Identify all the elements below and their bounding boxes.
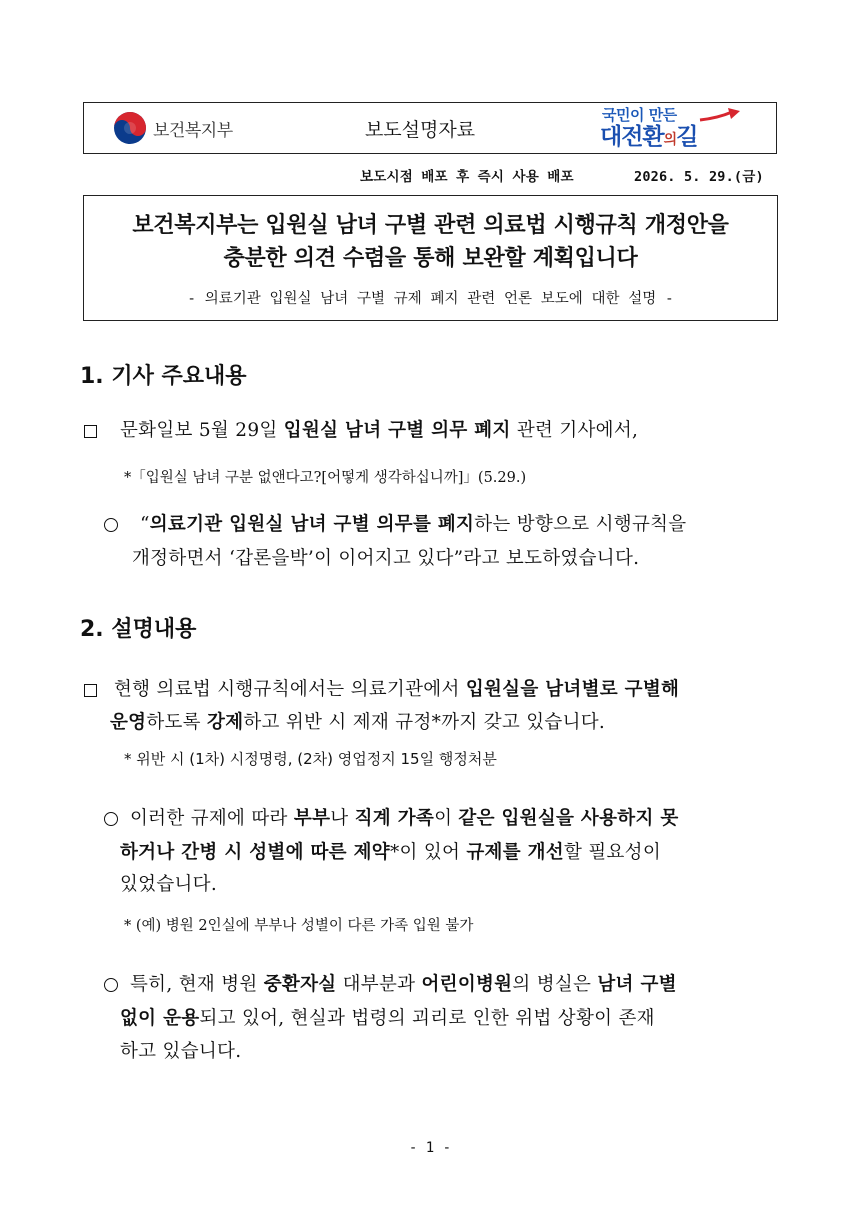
square-bullet-icon — [84, 684, 97, 697]
section2-bullet1-line3: 있었습니다. — [120, 874, 218, 895]
section2-heading: 2. 설명내용 — [80, 617, 197, 642]
section2-bullet1-line1: 이러한 규제에 따라 부부나 직계 가족이 같은 입원실을 사용하지 못 — [130, 808, 679, 829]
section2-item1-line1: 현행 의료법 시행규칙에서는 의료기관에서 입원실을 남녀별로 구별해 — [114, 679, 680, 700]
slogan-logo — [600, 104, 742, 150]
section2-bullet2-line1: 특히, 현재 병원 중환자실 대부분과 어린이병원의 병실은 남녀 구별 — [130, 974, 677, 995]
circle-bullet-icon — [104, 518, 118, 532]
section2-note1: * 위반 시 (1차) 시정명령, (2차) 영업정지 15일 행정처분 — [124, 750, 497, 768]
section1-note1: *「입원실 남녀 구분 없앤다고?[어떻게 생각하십니까]」(5.29.) — [124, 470, 527, 486]
section2-bullet1-line2: 하거나 간병 시 성별에 따른 제약*이 있어 규제를 개선할 필요성이 — [120, 842, 662, 863]
slogan-line1: 국민이 만든 — [602, 106, 677, 124]
taegeuk-emblem-icon — [113, 111, 147, 145]
subtitle: - 의료기관 입원실 남녀 구별 규제 폐지 관련 언론 보도에 대한 설명 - — [187, 291, 674, 307]
main-title-line1: 보건복지부는 입원실 남녀 구별 관련 의료법 시행규칙 개정안을 — [132, 213, 729, 238]
document-type: 보도설명자료 — [364, 119, 476, 141]
section2-bullet2-line3: 하고 있습니다. — [120, 1041, 242, 1062]
slogan-arrow-icon — [698, 106, 742, 124]
section1-item1: 문화일보 5월 29일 입원실 남녀 구별 의무 폐지 관련 기사에서, — [120, 420, 639, 441]
slogan-line2: 대전환의길 — [600, 124, 698, 150]
release-info — [360, 165, 780, 185]
square-bullet-icon — [84, 425, 97, 438]
section2-item1-line2: 운영하도록 강제하고 위반 시 제재 규정*까지 갖고 있습니다. — [110, 712, 606, 733]
section1-bullet1-line2: 개정하면서 ‘갑론을박’이 이어지고 있다”라고 보도하였습니다. — [132, 548, 640, 569]
release-date: 2026. 5. 29.(금) — [634, 169, 764, 185]
ministry-logo — [113, 108, 263, 148]
circle-bullet-icon — [104, 978, 118, 992]
ministry-name: 보건복지부 — [153, 120, 233, 141]
release-timing: 보도시점 배포 후 즉시 사용 배포 — [360, 169, 574, 185]
section1-bullet1-line1: “의료기관 입원실 남녀 구별 의무를 폐지하는 방향으로 시행규칙을 — [140, 514, 687, 535]
section2-bullet2-line2: 없이 운용되고 있어, 현실과 법령의 괴리로 인한 위법 상황이 존재 — [120, 1008, 655, 1029]
section2-note2: * (예) 병원 2인실에 부부나 성별이 다른 가족 입원 불가 — [124, 918, 474, 934]
main-title-line2: 충분한 의견 수렴을 통해 보완할 계획입니다 — [223, 246, 638, 271]
section1-heading: 1. 기사 주요내용 — [80, 364, 247, 389]
circle-bullet-icon — [104, 812, 118, 826]
page-number: - 1 - — [408, 1140, 452, 1156]
